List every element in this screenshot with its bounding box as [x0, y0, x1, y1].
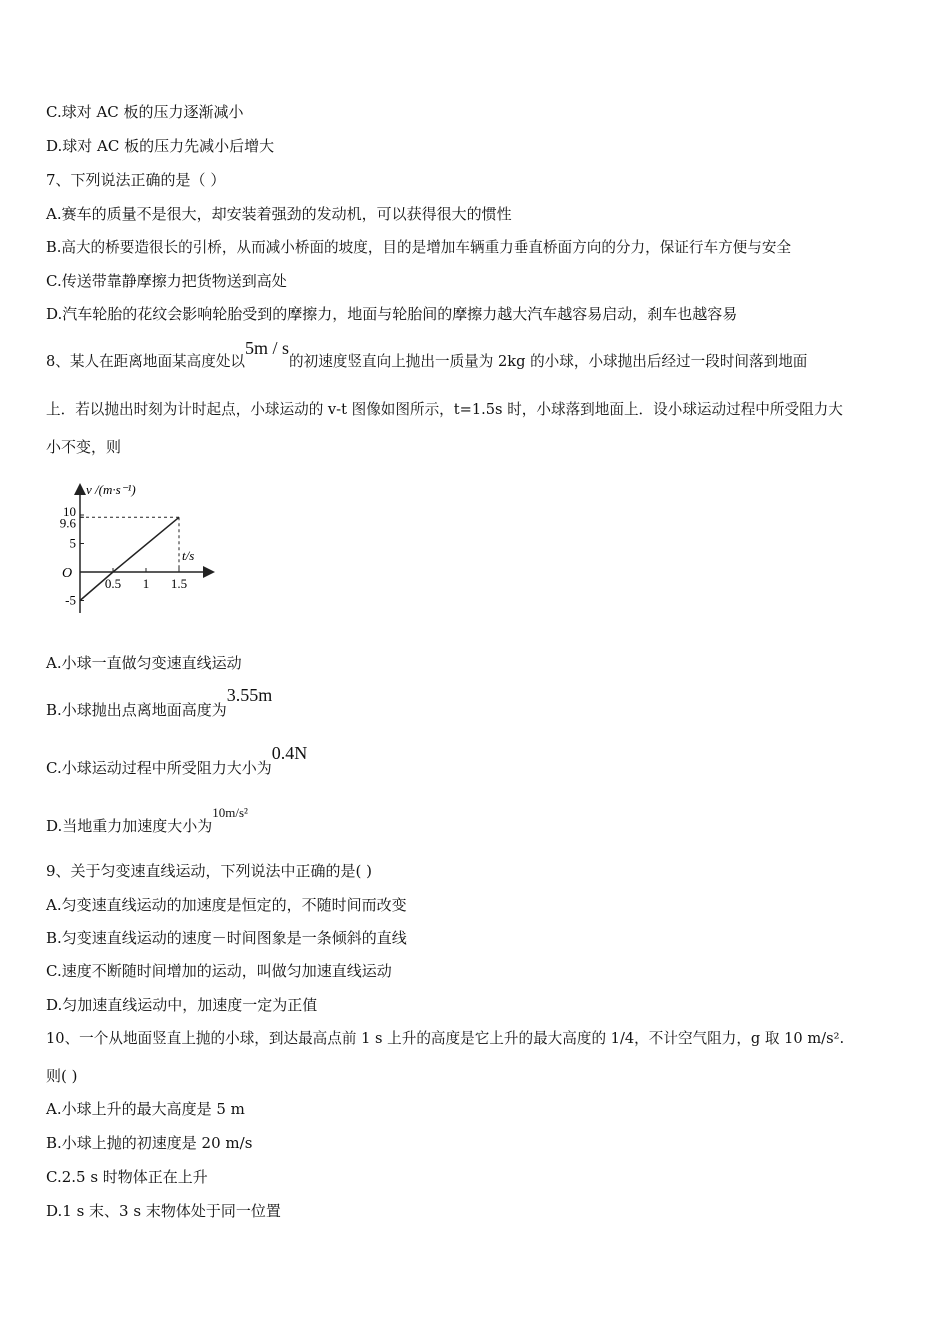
q6-option-c: C.球对 AC 板的压力逐渐减小 [46, 103, 244, 121]
q7-option-d: D.汽车轮胎的花纹会影响轮胎受到的摩擦力，地面与轮胎间的摩擦力越大汽车越容易启动，刹车也越容易 [46, 305, 738, 323]
q10-stem-line1: 10、一个从地面竖直上抛的小球，到达最高点前 1 s 上升的高度是它上升的最大高度的 1/4，不计空气阻力，g 取 10 m/s². [46, 1030, 845, 1047]
q8-initial-speed-formula: 5m / s [245, 338, 290, 358]
q8-option-b-formula: 3.55m [226, 685, 273, 705]
q9-option-d: D.匀加速直线运动中，加速度一定为正值 [46, 996, 318, 1014]
q8-option-b-text: B.小球抛出点离地面高度为 [46, 701, 227, 719]
q10-option-c: C.2.5 s 时物体正在上升 [46, 1168, 208, 1186]
q8-option-c [46, 743, 910, 778]
y-tick-label: 5 [69, 535, 76, 551]
q9-stem: 9、关于匀变速直线运动，下列说法中正确的是( ) [46, 862, 373, 880]
q7-option-a: A.赛车的质量不是很大，却安装着强劲的发动机，可以获得很大的惯性 [46, 205, 512, 223]
x-tick-label: 0.5 [104, 576, 122, 591]
q9-option-a: A.匀变速直线运动的加速度是恒定的，不随时间而改变 [46, 896, 407, 914]
q7-stem: 7、下列说法正确的是（ ） [46, 171, 226, 189]
q8-option-c-text: C.小球运动过程中所受阻力大小为 [46, 759, 272, 777]
x-tick-label: 1 [142, 576, 150, 591]
q8-stem-post: 的初速度竖直向上抛出一质量为 2kg 的小球，小球抛出后经过一段时间落到地面 [289, 353, 808, 370]
x-axis-label: t/s [182, 548, 195, 563]
q8-option-d-text: D.当地重力加速度大小为 [46, 817, 213, 835]
q10-stem-line2: 则( ) [46, 1067, 78, 1085]
origin-label: O [62, 566, 73, 581]
q7-option-b: B.高大的桥要造很长的引桥，从而减小桥面的坡度，目的是增加车辆重力垂直桥面方向的分力，保证行车方便与安全 [46, 239, 792, 256]
y-axis-label: v /(m·s⁻¹) [86, 482, 136, 497]
q10-option-a: A.小球上升的最大高度是 5 m [46, 1100, 245, 1118]
q8-option-d [46, 805, 910, 837]
q8-stem-pre: 8、某人在距离地面某高度处以 [46, 353, 246, 370]
q10-option-d: D.1 s 末、3 s 末物体处于同一位置 [46, 1202, 281, 1220]
velocity-series-line [80, 517, 179, 600]
q8-stem-line1 [46, 338, 910, 372]
x-tick-label: 1.5 [170, 576, 188, 591]
y-tick-label: -5 [65, 592, 76, 608]
q9-option-c: C.速度不断随时间增加的运动，叫做匀加速直线运动 [46, 962, 392, 980]
q10-option-b: B.小球上抛的初速度是 20 m/s [46, 1134, 253, 1152]
y-tick-label: 10 [63, 504, 76, 519]
q6-option-d: D.球对 AC 板的压力先减小后增大 [46, 137, 275, 155]
q8-option-c-formula: 0.4N [271, 743, 308, 763]
q9-option-b: B.匀变速直线运动的速度－时间图象是一条倾斜的直线 [46, 929, 407, 947]
q8-option-b [46, 685, 910, 720]
vt-graph [56, 478, 226, 618]
q7-option-c: C.传送带靠静摩擦力把货物送到高处 [46, 272, 287, 290]
q8-option-d-formula: 10m/s² [212, 805, 248, 820]
q8-stem-line3: 小不变，则 [46, 438, 122, 456]
y-tick-label: 9.6 [59, 515, 76, 531]
q8-option-a [46, 653, 910, 673]
q8-stem-line2: 上．若以抛出时刻为计时起点，小球运动的 v-t 图像如图所示，t=1.5s 时，小球落到地面上．设小球运动过程中所受阻力大 [46, 401, 843, 418]
q8-option-a-text: A.小球一直做匀变速直线运动 [46, 654, 242, 672]
